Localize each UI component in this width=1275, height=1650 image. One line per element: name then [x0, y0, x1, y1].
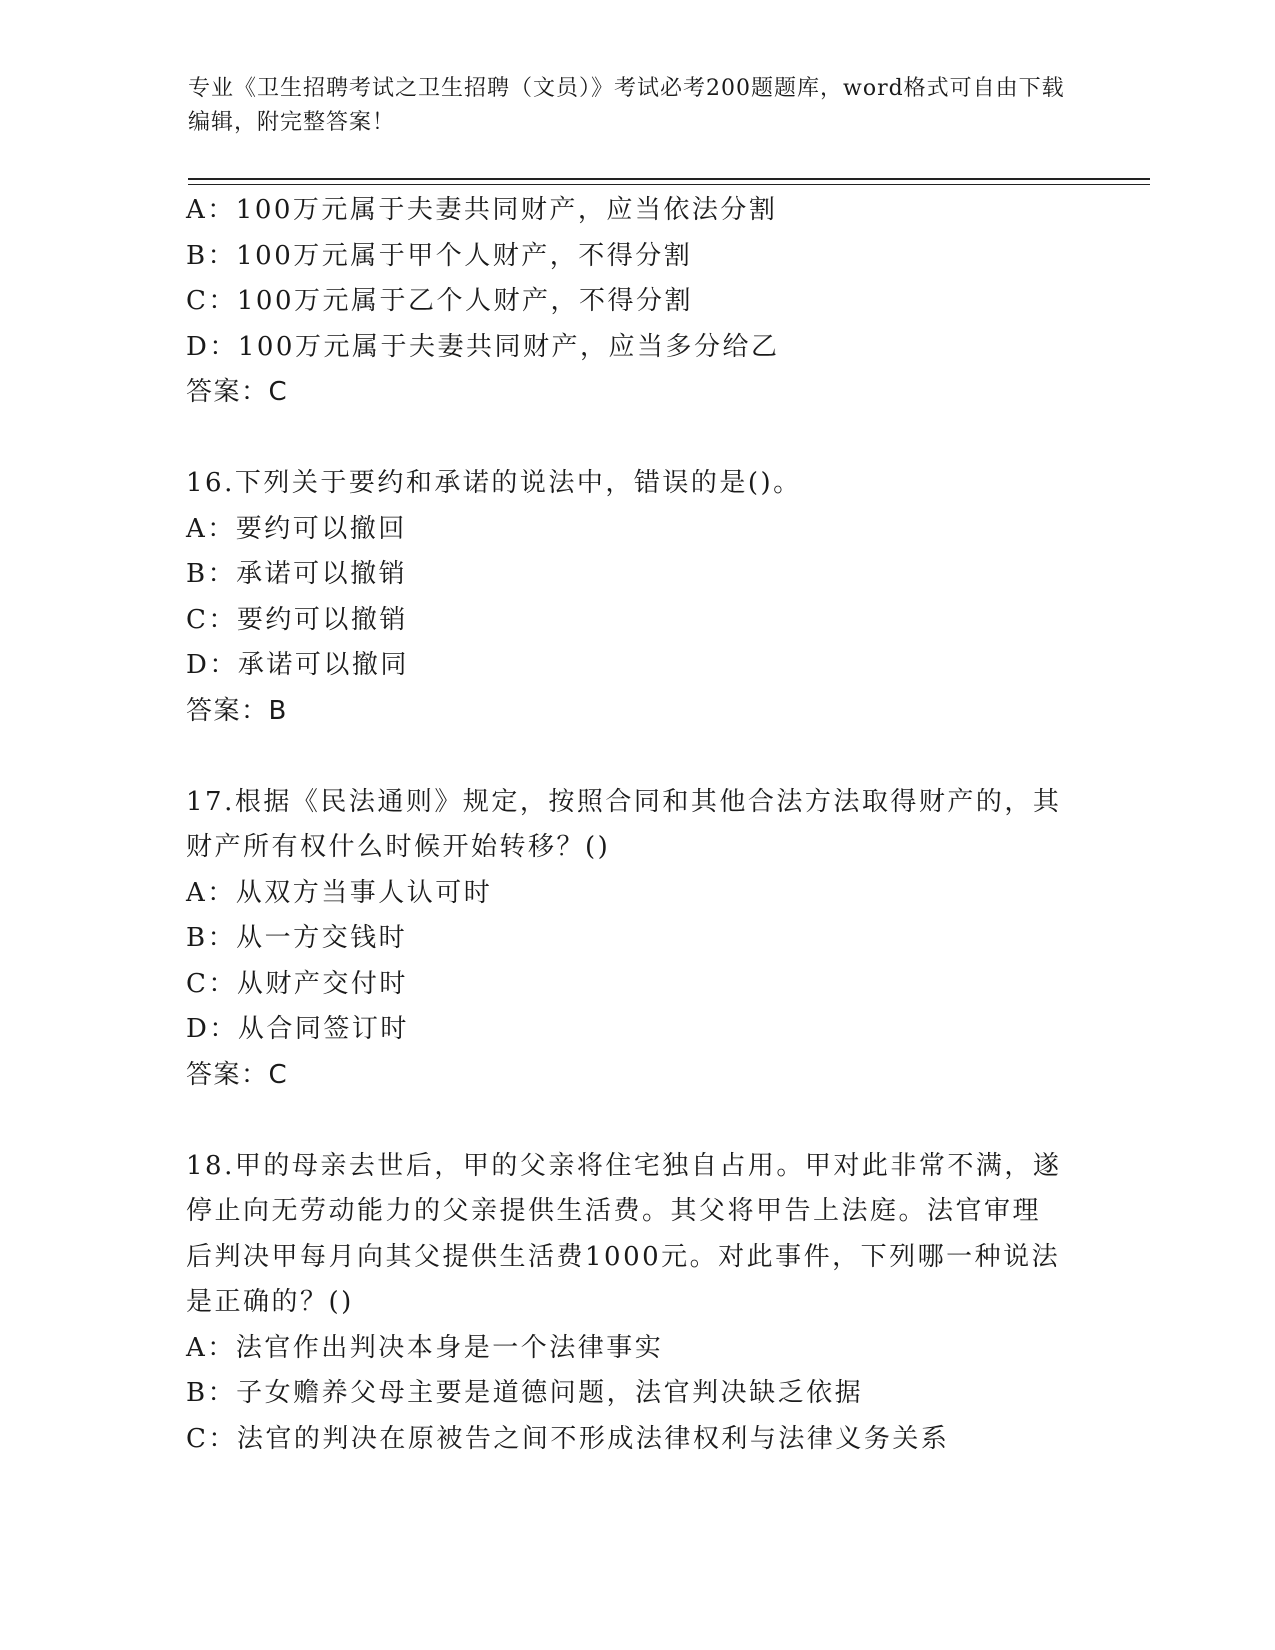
- document-header: 专业《卫生招聘考试之卫生招聘（文员）》考试必考200题题库，word格式可自由下载编辑，附完整答案！: [188, 76, 1065, 135]
- question-stem: 18.甲的母亲去世后，甲的父亲将住宅独自占用。甲对此非常不满，遂停止向无劳动能力的父亲提供生活费。其父将甲告上法庭。法官审理后判决甲每月向其父提供生活费1000元。对此事件，下列哪一种说法是正确的？(): [186, 1150, 1062, 1317]
- option-b: B：承诺可以撤销: [186, 559, 408, 589]
- question-stem: 17.根据《民法通则》规定，按照合同和其他合法方法取得财产的，其财产所有权什么时候开始转移？(): [186, 786, 1062, 862]
- question-stem: 16.下列关于要约和承诺的说法中，错误的是()。: [186, 468, 802, 498]
- question-17: [186, 780, 1086, 1099]
- option-c: C：要约可以撤销: [186, 604, 408, 635]
- option-c: C：100万元属于乙个人财产，不得分割: [186, 286, 694, 316]
- spacer: [186, 1098, 1086, 1144]
- question-15-continued: [186, 188, 1086, 416]
- answer-line: 答案：C: [186, 377, 289, 407]
- question-list: [186, 188, 1086, 1462]
- option-d: D：100万元属于夫妻共同财产，应当多分给乙: [186, 331, 780, 362]
- option-a: A：法官作出判决本身是一个法律事实: [186, 1332, 664, 1363]
- option-b: B：从一方交钱时: [186, 923, 408, 953]
- option-c: C：从财产交付时: [186, 968, 408, 999]
- option-d: D：承诺可以撤同: [186, 650, 409, 680]
- option-b: B：100万元属于甲个人财产，不得分割: [186, 240, 693, 271]
- option-c: C：法官的判决在原被告之间不形成法律权利与法律义务关系: [186, 1423, 950, 1454]
- spacer: [186, 416, 1086, 462]
- question-16: [186, 461, 1086, 734]
- spacer: [186, 734, 1086, 780]
- option-d: D：从合同签订时: [186, 1014, 409, 1044]
- header-divider-thick: [188, 178, 1150, 180]
- option-a: A：要约可以撤回: [186, 513, 407, 544]
- question-18: [186, 1144, 1086, 1463]
- header-divider-thin: [188, 184, 1150, 185]
- option-a: A：从双方当事人认可时: [186, 877, 493, 908]
- option-a: A：100万元属于夫妻共同财产，应当依法分割: [186, 195, 778, 225]
- option-b: B：子女赡养父母主要是道德问题，法官判决缺乏依据: [186, 1378, 864, 1408]
- answer-line: 答案：C: [186, 1059, 289, 1090]
- answer-line: 答案：B: [186, 695, 288, 726]
